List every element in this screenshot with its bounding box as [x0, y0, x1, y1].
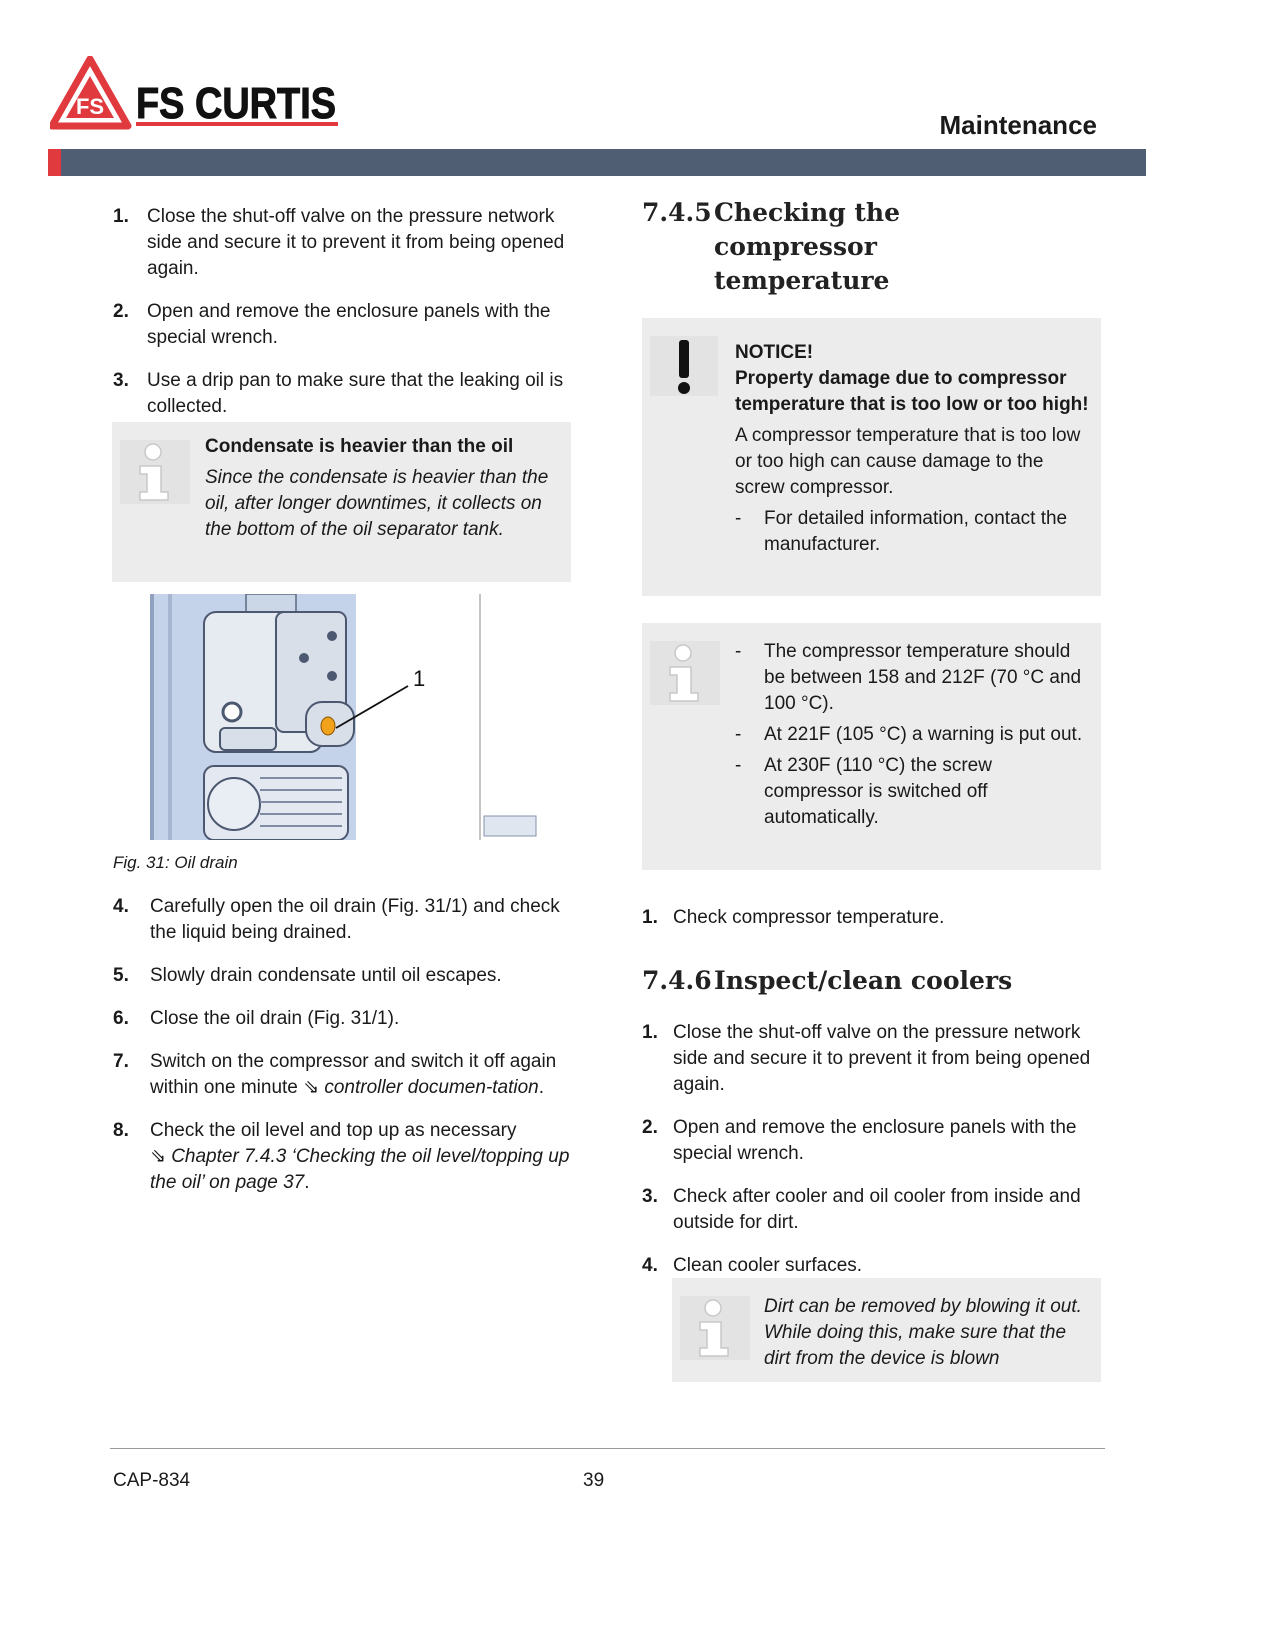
info-icon [680, 1296, 750, 1360]
info-icon [650, 641, 720, 705]
list-item: 3. Check after cooler and oil cooler from inside and outside for dirt. [642, 1186, 1081, 1233]
section-title: Maintenance [939, 110, 1097, 140]
temperature-bullets [735, 639, 1090, 836]
list-item: 5. Slowly drain condensate until oil escapes. [113, 965, 502, 986]
info-box-cooler [672, 1278, 1101, 1382]
list-item: - The compressor temperature should be between 158 and 212F (70 °C and 100 °C). [735, 641, 1082, 714]
footer-doc-id: CAP-834 [113, 1470, 191, 1491]
list-item: 8. Check the oil level and top up as necessary ⇘ Chapter 7.4.3 ‘Checking the oil level/topping up the oil’ on page 37. [113, 1120, 570, 1193]
arrow-icon: ⇘ [303, 1077, 320, 1098]
info-icon [120, 440, 190, 504]
footer-rule [110, 1448, 1105, 1449]
list-item: 4. Carefully open the oil drain (Fig. 31/1) and check the liquid being drained. [113, 896, 560, 943]
header-bar-accent [48, 149, 61, 176]
cross-reference-link[interactable]: controller documen-tation [324, 1077, 539, 1098]
list-item: 2. Open and remove the enclosure panels with the special wrench. [642, 1117, 1077, 1164]
svg-text:FS: FS [75, 94, 105, 119]
figure-oil-drain [150, 594, 540, 840]
notice-bullets [735, 506, 1090, 558]
list-item: - At 230F (110 °C) the screw compressor is switched off automatically. [735, 755, 992, 828]
notice-title: Property damage due to compressor temperature that is too low or too high! [735, 368, 1089, 415]
info-box-text: Since the condensate is heavier than the oil, after longer downtimes, it collects on the bottom of the oil separator tank. [205, 467, 549, 540]
arrow-icon: ⇘ [150, 1146, 166, 1167]
info-box-condensate [112, 422, 571, 582]
list-item: - At 221F (105 °C) a warning is put out. [735, 724, 1083, 745]
brand-logo [50, 56, 360, 134]
notice-label: NOTICE! [735, 342, 814, 363]
info-box-temperature [642, 623, 1101, 870]
steps-list-7-4-6 [642, 1020, 1104, 1296]
list-item: 1. Close the shut-off valve on the pressure network side and secure it to prevent it from being opened again. [642, 1022, 1091, 1095]
heading-7-4-6: 7.4.6 Inspect/clean coolers [642, 966, 1013, 995]
heading-7-4-5: 7.4.5 Checking the compressor temperature [642, 198, 901, 295]
list-item: 2. Open and remove the enclosure panels with the special wrench. [113, 301, 551, 348]
cross-reference-link[interactable]: Chapter 7.4.3 ‘Checking the oil level/topping up the oil’ on page 37 [150, 1146, 570, 1193]
steps-list-7-4-5 [642, 905, 1102, 948]
steps-list-b [113, 894, 583, 1213]
list-item: 1. Check compressor temperature. [642, 907, 945, 928]
info-box-title: Condensate is heavier than the oil [205, 436, 514, 457]
info-box-text: Dirt can be removed by blowing it out. While doing this, make sure that the dirt from the device is blown [764, 1296, 1082, 1369]
brand-wordmark: FS CURTIS [136, 79, 336, 128]
header-bar [48, 149, 1146, 176]
figure-callout-1: 1 [413, 666, 426, 691]
list-item: 3. Use a drip pan to make sure that the leaking oil is collected. [113, 370, 564, 417]
page-number: 39 [583, 1470, 605, 1491]
notice-box [642, 318, 1101, 596]
list-item: 7. Switch on the compressor and switch it off again within one minute ⇘ controller documen-tation. [113, 1051, 557, 1098]
list-item: 4. Clean cooler surfaces. [642, 1255, 863, 1276]
notice-text: A compressor temperature that is too low or too high can cause damage to the screw compressor. [735, 425, 1081, 498]
list-item: - For detailed information, contact the manufacturer. [735, 508, 1068, 555]
list-item: 1. Close the shut-off valve on the pressure network side and secure it to prevent it from being opened again. [113, 206, 565, 279]
list-item: 6. Close the oil drain (Fig. 31/1). [113, 1008, 400, 1029]
figure-caption: Fig. 31: Oil drain [113, 853, 238, 872]
exclamation-icon [650, 336, 718, 396]
steps-list-a [113, 204, 578, 437]
